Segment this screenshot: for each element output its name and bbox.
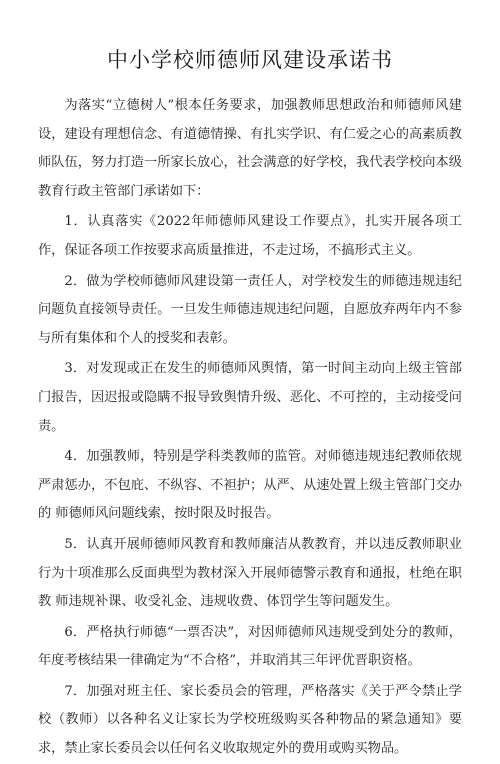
commitment-item-5: 5．认真开展师德师风教育和教师廉洁从教教育，并以违反教师职业行为十项准那么反面典型为教材深入开展师德警示教育和通报，杜绝在职教 师违规补课、收受礼金、违规收费、体罚学生等问题发生。 [38,536,462,610]
document-body [38,92,462,764]
document-title: 中小学校师德师风建设承诺书 [107,48,393,72]
commitment-item-4: 4．加强教师，特别是学科类教师的监管。对师德违规违纪教师依规严肃惩办，不包庇、不纵容、不袒护；从严、从速处置上级主管部门交办的 师德师风问题线索，按时限及时报告。 [38,449,462,522]
commitment-item-7: 7．加强对班主任、家长委员会的管理，严格落实《关于严令禁止学校（教师）以各种名义让家长为学校班级购买各种物品的紧急通知》要求，禁止家长委员会以任何名义收取规定外的费用或购买物品。 [38,683,462,757]
intro-paragraph: 为落实“立德树人”根本任务要求，加强教师思想政治和师德师风建 设，建设有理想信念、有道德情操、有扎实学识、有仁爱之心的高素质教 师队伍，努力打造一所家长放心，社会满意的好学校，我代表学校向本级 教育行政主管部门承诺如下： [38,98,462,199]
commitment-item-2: 2．做为学校师德师风建设第一责任人，对学校发生的师德违规违纪问题负直接领导责任。一旦发生师德违规违纪问题，自愿放弃两年内不参 与所有集体和个人的授奖和表彰。 [38,273,462,346]
commitment-item-3: 3．对发现或正在发生的师德师风舆情，第一时间主动向上级主管部门报告，因迟报或隐瞒不报导致舆情升级、恶化、不可控的，主动接受问责。 [38,361,462,434]
commitment-item-6: 6．严格执行师德“一票否决”，对因师德师风违规受到处分的教师，年度考核结果一律确定为“不合格”，并取消其三年评优晋职资格。 [38,624,462,669]
commitment-item-1: 1．认真落实《2022年师德师风建设工作要点》，扎实开展各项工作，保证各项工作按要求高质量推进，不走过场，不搞形式主义。 [38,214,462,258]
